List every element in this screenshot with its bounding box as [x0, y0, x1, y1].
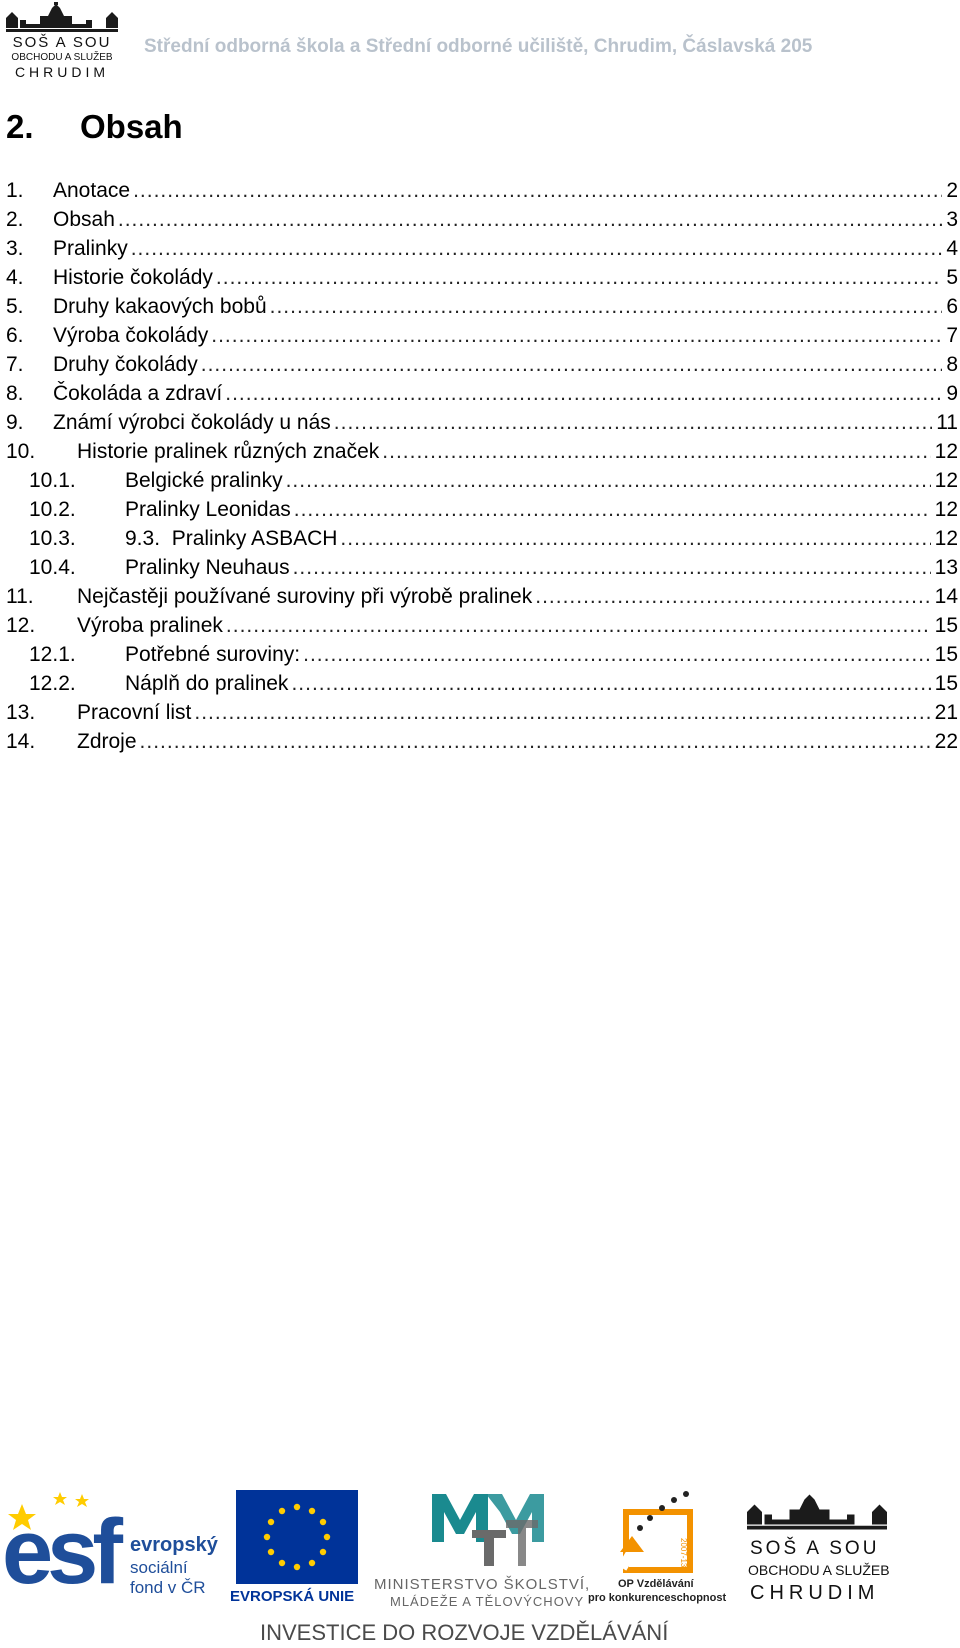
- toc-leader: [303, 640, 931, 669]
- logo-line-3: CHRUDIM: [14, 64, 110, 80]
- toc-title: Druhy kakaových bobů: [53, 295, 267, 318]
- toc-number: 10.2.: [29, 498, 76, 521]
- toc-number: 12.2.: [29, 672, 76, 695]
- eu-flag-icon: [236, 1490, 358, 1584]
- toc-number: 1.: [6, 179, 24, 202]
- toc-page: 3: [946, 208, 958, 231]
- toc-page: 12: [934, 469, 958, 492]
- op-arrow-icon: [620, 1490, 710, 1580]
- toc-entry[interactable]: [6, 524, 958, 553]
- toc-title: Známí výrobci čokolády u nás: [53, 411, 331, 434]
- eu-label: EVROPSKÁ UNIE: [230, 1588, 355, 1605]
- page-header: [0, 0, 960, 84]
- toc-leader: [293, 553, 931, 582]
- toc-page: 12: [934, 527, 958, 550]
- toc-page: 15: [934, 643, 958, 666]
- msmt-line-2: MLÁDEŽE A TĚLOVÝCHOVY: [390, 1594, 585, 1609]
- toc-page: 2: [946, 179, 958, 202]
- toc-entry[interactable]: [6, 669, 958, 698]
- op-line-2: pro konkurenceschopnost: [588, 1592, 727, 1604]
- toc-entry[interactable]: [6, 350, 958, 379]
- toc-entry[interactable]: [6, 321, 958, 350]
- toc-title: Výroba čokolády: [53, 324, 209, 347]
- toc-entry[interactable]: [6, 466, 958, 495]
- footer-slogan: INVESTICE DO ROZVOJE VZDĚLÁVÁNÍ: [260, 1620, 669, 1645]
- toc-number: 11.: [6, 585, 34, 608]
- toc-title: Náplň do pralinek: [125, 672, 289, 695]
- toc-leader: [211, 321, 942, 350]
- toc-entry[interactable]: [6, 176, 958, 205]
- toc-number: 10.4.: [29, 556, 76, 579]
- op-line-1: OP Vzdělávání: [618, 1578, 694, 1590]
- esf-logo: [2, 1490, 220, 1610]
- toc-leader: [334, 408, 932, 437]
- school-footer-line-1: SOŠ A SOU: [750, 1538, 880, 1559]
- toc-page: 15: [934, 614, 958, 637]
- toc-title: Pracovní list: [77, 701, 192, 724]
- toc-page: 9: [946, 382, 958, 405]
- esf-line-1: evropský: [130, 1534, 218, 1556]
- toc-number: 5.: [6, 295, 24, 318]
- toc-entry[interactable]: [6, 640, 958, 669]
- msmt-monogram-icon: [428, 1490, 548, 1570]
- heading-title: Obsah: [80, 108, 183, 145]
- toc-title: Druhy čokolády: [53, 353, 198, 376]
- toc-number: 10.1.: [29, 469, 76, 492]
- toc-number: 2.: [6, 208, 24, 231]
- toc-page: 8: [946, 353, 958, 376]
- toc-page: 13: [934, 556, 958, 579]
- toc-leader: [226, 611, 931, 640]
- toc-number: 6.: [6, 324, 24, 347]
- toc-page: 6: [946, 295, 958, 318]
- op-years: 2007-13: [679, 1538, 688, 1568]
- castle-icon: [2, 2, 122, 34]
- toc-leader: [286, 466, 931, 495]
- toc-number: 12.: [6, 614, 36, 637]
- toc-entry[interactable]: [6, 495, 958, 524]
- op-logo: [588, 1490, 762, 1610]
- toc-number: 12.1.: [29, 643, 76, 666]
- toc-title: Anotace: [53, 179, 131, 202]
- esf-line-3: fond v ČR: [130, 1578, 206, 1597]
- toc-number: 3.: [6, 237, 24, 260]
- toc-number: 8.: [6, 382, 24, 405]
- toc-leader: [270, 292, 943, 321]
- toc-page: 21: [934, 701, 958, 724]
- page-footer: [0, 1490, 960, 1648]
- page-heading: [6, 108, 183, 146]
- toc-entry[interactable]: [6, 292, 958, 321]
- toc-title: Obsah: [53, 208, 115, 231]
- toc-leader: [194, 698, 930, 727]
- toc-leader: [131, 234, 943, 263]
- toc-page: 7: [946, 324, 958, 347]
- toc-page: 22: [934, 730, 958, 753]
- toc-leader: [201, 350, 943, 379]
- toc-leader: [535, 582, 930, 611]
- toc-entry[interactable]: [6, 263, 958, 292]
- toc-leader: [140, 727, 931, 756]
- toc-title: Belgické pralinky: [125, 469, 283, 492]
- msmt-logo: [374, 1490, 606, 1610]
- eu-logo: [230, 1490, 366, 1610]
- toc-page: 4: [946, 237, 958, 260]
- esf-line-2: sociální: [130, 1558, 188, 1577]
- toc-page: 11: [936, 411, 958, 434]
- toc-entry[interactable]: [6, 553, 958, 582]
- toc-entry[interactable]: [6, 408, 958, 437]
- toc-number: 7.: [6, 353, 24, 376]
- table-of-contents: [6, 176, 958, 756]
- school-footer-line-3: CHRUDIM: [750, 1582, 880, 1604]
- toc-title: 9.3. Pralinky ASBACH: [125, 527, 338, 550]
- toc-entry[interactable]: [6, 582, 958, 611]
- toc-leader: [291, 669, 930, 698]
- toc-number: 4.: [6, 266, 24, 289]
- toc-leader: [216, 263, 942, 292]
- toc-number: 10.: [6, 440, 36, 463]
- toc-page: 12: [934, 440, 958, 463]
- toc-number: 13.: [6, 701, 36, 724]
- toc-entry[interactable]: [6, 379, 958, 408]
- toc-title: Pralinky: [53, 237, 128, 260]
- toc-page: 5: [946, 266, 958, 289]
- toc-leader: [133, 176, 942, 205]
- school-footer-line-2: OBCHODU A SLUŽEB: [748, 1562, 890, 1578]
- toc-number: 9.: [6, 411, 24, 434]
- toc-title: Pralinky Leonidas: [125, 498, 291, 521]
- toc-title: Zdroje: [77, 730, 137, 753]
- school-logo-footer: [748, 1490, 936, 1610]
- toc-title: Potřebné suroviny:: [125, 643, 301, 666]
- school-logo: [2, 2, 122, 80]
- toc-leader: [340, 524, 930, 553]
- toc-page: 14: [934, 585, 958, 608]
- toc-number: 10.3.: [29, 527, 76, 550]
- toc-title: Výroba pralinek: [77, 614, 223, 637]
- toc-title: Pralinky Neuhaus: [125, 556, 290, 579]
- toc-entry[interactable]: [6, 437, 958, 466]
- toc-title: Nejčastěji používané suroviny při výrobě pralinek: [77, 585, 533, 608]
- toc-leader: [225, 379, 942, 408]
- esf-mark: esf: [2, 1501, 117, 1603]
- toc-entry[interactable]: [6, 611, 958, 640]
- toc-entry[interactable]: [6, 727, 958, 756]
- logo-line-2: OBCHODU A SLUŽEB: [11, 52, 113, 63]
- toc-leader: [382, 437, 930, 466]
- toc-title: Čokoláda a zdraví: [53, 382, 223, 405]
- toc-title: Historie čokolády: [53, 266, 213, 289]
- heading-number: 2.: [6, 108, 34, 145]
- toc-page: 15: [934, 672, 958, 695]
- toc-page: 12: [934, 498, 958, 521]
- header-title: Střední odborná škola a Střední odborné učiliště, Chrudim, Čáslavská 205: [144, 36, 813, 57]
- toc-leader: [118, 205, 942, 234]
- toc-number: 14.: [6, 730, 36, 753]
- toc-entry[interactable]: [6, 234, 958, 263]
- toc-title: Historie pralinek různých značek: [77, 440, 380, 463]
- toc-leader: [294, 495, 931, 524]
- logo-line-1: SOŠ A SOU: [12, 34, 112, 51]
- toc-entry[interactable]: [6, 205, 958, 234]
- toc-entry[interactable]: [6, 698, 958, 727]
- castle-icon: [742, 1492, 892, 1532]
- msmt-line-1: MINISTERSTVO ŠKOLSTVÍ,: [374, 1576, 591, 1593]
